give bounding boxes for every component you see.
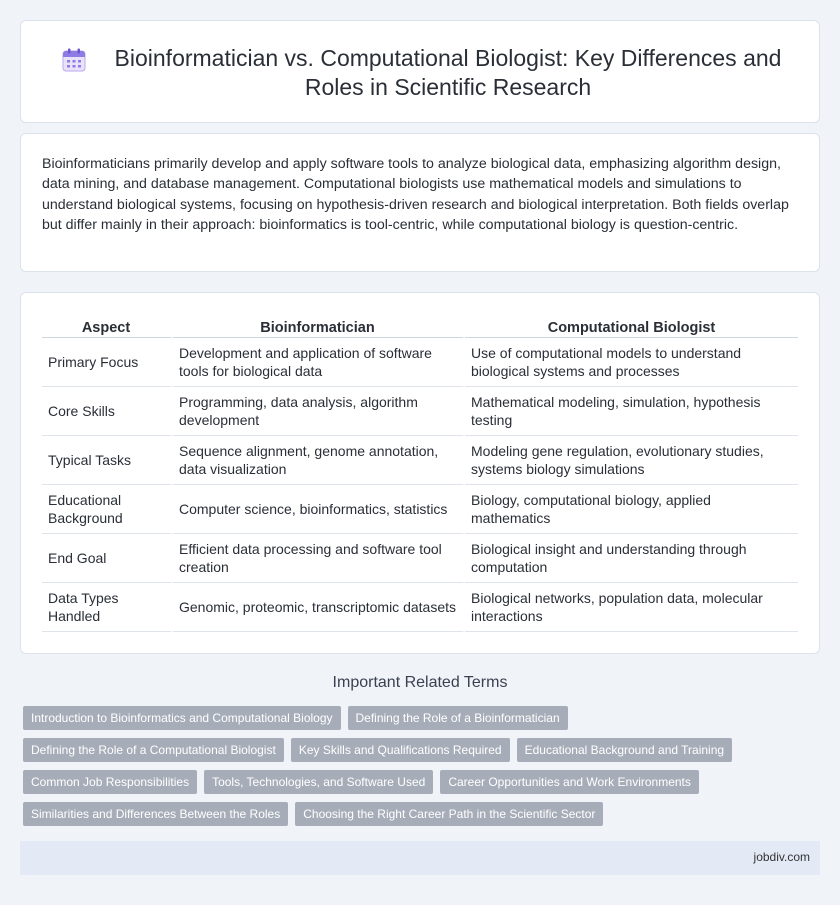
row-bioinformatician: Development and application of software tools for biological data — [173, 338, 465, 387]
row-bioinformatician: Efficient data processing and software tool creation — [173, 534, 465, 583]
row-computational-biologist: Biological insight and understanding through computation — [465, 534, 798, 583]
comparison-table — [42, 315, 798, 632]
header-aspect: Aspect — [42, 315, 173, 338]
header-computational-biologist: Computational Biologist — [465, 315, 798, 338]
footer — [20, 841, 820, 875]
page-title: Bioinformatician vs. Computational Biologist: Key Differences and Roles in Scientific Research — [114, 45, 782, 100]
row-computational-biologist: Use of computational models to understand biological systems and processes — [465, 338, 798, 387]
table-row — [42, 534, 798, 583]
header-card — [20, 20, 820, 123]
related-term-tag[interactable]: Defining the Role of a Bioinformatician — [348, 706, 568, 730]
table-row — [42, 338, 798, 387]
row-bioinformatician: Computer science, bioinformatics, statistics — [173, 485, 465, 534]
row-bioinformatician: Genomic, proteomic, transcriptomic datasets — [173, 583, 465, 632]
comparison-table-card — [20, 292, 820, 654]
row-computational-biologist: Modeling gene regulation, evolutionary studies, systems biology simulations — [465, 436, 798, 485]
related-term-tag[interactable]: Career Opportunities and Work Environments — [440, 770, 699, 794]
header-bioinformatician: Bioinformatician — [173, 315, 465, 338]
row-aspect: Typical Tasks — [42, 436, 173, 485]
related-terms-title: Important Related Terms — [332, 674, 508, 691]
footer-site-link[interactable]: jobdiv.com — [753, 850, 810, 864]
row-aspect: Core Skills — [42, 387, 173, 436]
tag-row — [23, 770, 813, 794]
table-row — [42, 583, 798, 632]
tag-row — [23, 706, 813, 730]
row-bioinformatician: Programming, data analysis, algorithm development — [173, 387, 465, 436]
table-row — [42, 436, 798, 485]
row-aspect: Primary Focus — [42, 338, 173, 387]
related-term-tag[interactable]: Educational Background and Training — [517, 738, 732, 762]
row-computational-biologist: Mathematical modeling, simulation, hypothesis testing — [465, 387, 798, 436]
calendar-icon — [61, 47, 87, 73]
related-term-tag[interactable]: Similarities and Differences Between the Roles — [23, 802, 288, 826]
related-term-tag[interactable]: Choosing the Right Career Path in the Scientific Sector — [295, 802, 603, 826]
row-computational-biologist: Biological networks, population data, molecular interactions — [465, 583, 798, 632]
intro-card — [20, 133, 820, 272]
tag-row — [23, 738, 813, 762]
related-term-tag[interactable]: Common Job Responsibilities — [23, 770, 197, 794]
row-aspect: Data Types Handled — [42, 583, 173, 632]
related-term-tag[interactable]: Defining the Role of a Computational Biologist — [23, 738, 284, 762]
related-term-tag[interactable]: Introduction to Bioinformatics and Computational Biology — [23, 706, 341, 730]
table-row — [42, 387, 798, 436]
tag-row — [23, 802, 813, 826]
related-term-tag[interactable]: Tools, Technologies, and Software Used — [204, 770, 433, 794]
related-terms-list — [23, 706, 813, 834]
table-row — [42, 485, 798, 534]
row-computational-biologist: Biology, computational biology, applied mathematics — [465, 485, 798, 534]
related-term-tag[interactable]: Key Skills and Qualifications Required — [291, 738, 510, 762]
row-aspect: End Goal — [42, 534, 173, 583]
row-aspect: Educational Background — [42, 485, 173, 534]
table-header-row — [42, 315, 798, 338]
intro-paragraph: Bioinformaticians primarily develop and apply software tools to analyze biological data, emphasizing algorithm design, data mining, and database management. Computational biologists use mathematical models and simulations to understand biological systems, focusing on hypothesis-driven research and biological interpretation. Both fields overlap but differ mainly in their approach: bioinformatics is tool-centric, while computational biology is question-centric. — [42, 156, 789, 233]
row-bioinformatician: Sequence alignment, genome annotation, data visualization — [173, 436, 465, 485]
